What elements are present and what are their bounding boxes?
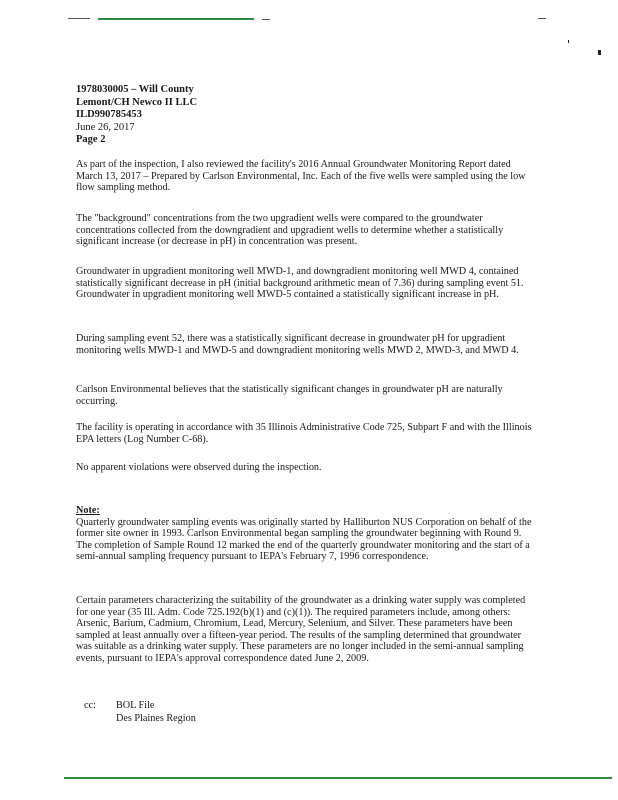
- paragraph-no-violations: No apparent violations were observed during the inspection.: [76, 462, 322, 473]
- paragraph-2-container: [76, 213, 538, 248]
- top-mid-dash: [262, 19, 270, 20]
- paragraph-event-51: Groundwater in upgradient monitoring well MWD-1, and downgradient monitoring well MWD 4, contained statistically significant decrease in pH (initial background arithmetic mean of 7.36) during sampling event 51. Groundwater in upgradient monitoring well MWD-5 contained a statistically significant increase in pH.: [76, 266, 524, 301]
- paragraph-report-review: As part of the inspection, I also reviewed the facility's 2016 Annual Groundwater Monitoring Report dated March 13, 2017 – Prepared by Carlson Environmental, Inc. Each of the five wells were sampled using the low flow sampling method.: [76, 159, 526, 194]
- note-paragraph-drinking-water: Certain parameters characterizing the suitability of the groundwater as a drinking water supply was completed for one year (35 Ill. Adm. Code 725.192(b)(1) and (c)(1)). The required parameters include, among others: Arsenic, Barium, Cadmium, Chromium, Lead, Mercury, Selenium, and Silver. These parameters have been sampled at least annually over a fifteen-year period. The results of the sampling determined that groundwater was suitable as a drinking water supply. These parameters are no longer included in the semi-annual sampling events, pursuant to IEPA's approval correspondence dated June 2, 2009.: [76, 595, 526, 664]
- letter-header: [76, 84, 197, 147]
- scan-speck: [598, 50, 601, 55]
- top-green-rule: [98, 18, 254, 20]
- paragraph-3-container: [76, 266, 538, 301]
- cc-label: cc:: [84, 700, 96, 711]
- paragraph-event-52: During sampling event 52, there was a statistically significant decrease in groundwater pH for upgradient monitoring wells MWD-1 and MWD-5 and downgradient monitoring wells MWD 2, MWD-3, and MWD 4.: [76, 333, 519, 356]
- paragraph-7-container: [76, 462, 538, 474]
- paragraph-compliance: The facility is operating in accordance with 35 Illinois Administrative Code 725, Subpart F and with the Illinois EPA letters (Log Number C-68).: [76, 422, 532, 445]
- header-facility-name: Lemont/CH Newco II LLC: [76, 96, 198, 108]
- note-heading: Note:: [76, 505, 100, 516]
- header-site-id: 1978030005 – Will County: [76, 84, 194, 95]
- top-right-dash: [538, 18, 546, 19]
- paragraph-natural-occurrence: Carlson Environmental believes that the statistically significant changes in groundwater pH are naturally occurring.: [76, 384, 503, 407]
- top-left-dash: [68, 18, 90, 19]
- paragraph-background-concentrations: The "background" concentrations from the two upgradient wells were compared to the groundwater concentrations collected from the downgradient and upgradient wells to determine whether a statistically significant increase (or decrease in pH) in concentration was present.: [76, 213, 504, 248]
- paragraph-5-container: [76, 384, 538, 407]
- paragraph-1-container: [76, 159, 538, 194]
- bottom-green-rule: [64, 777, 612, 779]
- scan-speck: [568, 40, 569, 43]
- cc-recipient-bol-file: BOL File: [116, 700, 155, 711]
- header-epa-id: ILD990785453: [76, 109, 142, 121]
- note-paragraph-2-container: [76, 595, 538, 665]
- paragraph-4-container: [76, 333, 538, 356]
- cc-recipient-region: Des Plaines Region: [116, 712, 196, 724]
- header-date: June 26, 2017: [76, 121, 135, 133]
- header-page-number: Page 2: [76, 134, 106, 146]
- note-section: [76, 505, 538, 563]
- note-paragraph-sampling-history: Quarterly groundwater sampling events was originally started by Halliburton NUS Corporation on behalf of the former site owner in 1993. Carlson Environmental began sampling the groundwater beginning with Round 9. The completion of Sample Round 12 marked the end of the quarterly groundwater monitoring and the start of a semi-annual sampling frequency pursuant to IEPA's February 7, 1996 correspondence.: [76, 516, 532, 563]
- paragraph-6-container: [76, 422, 538, 445]
